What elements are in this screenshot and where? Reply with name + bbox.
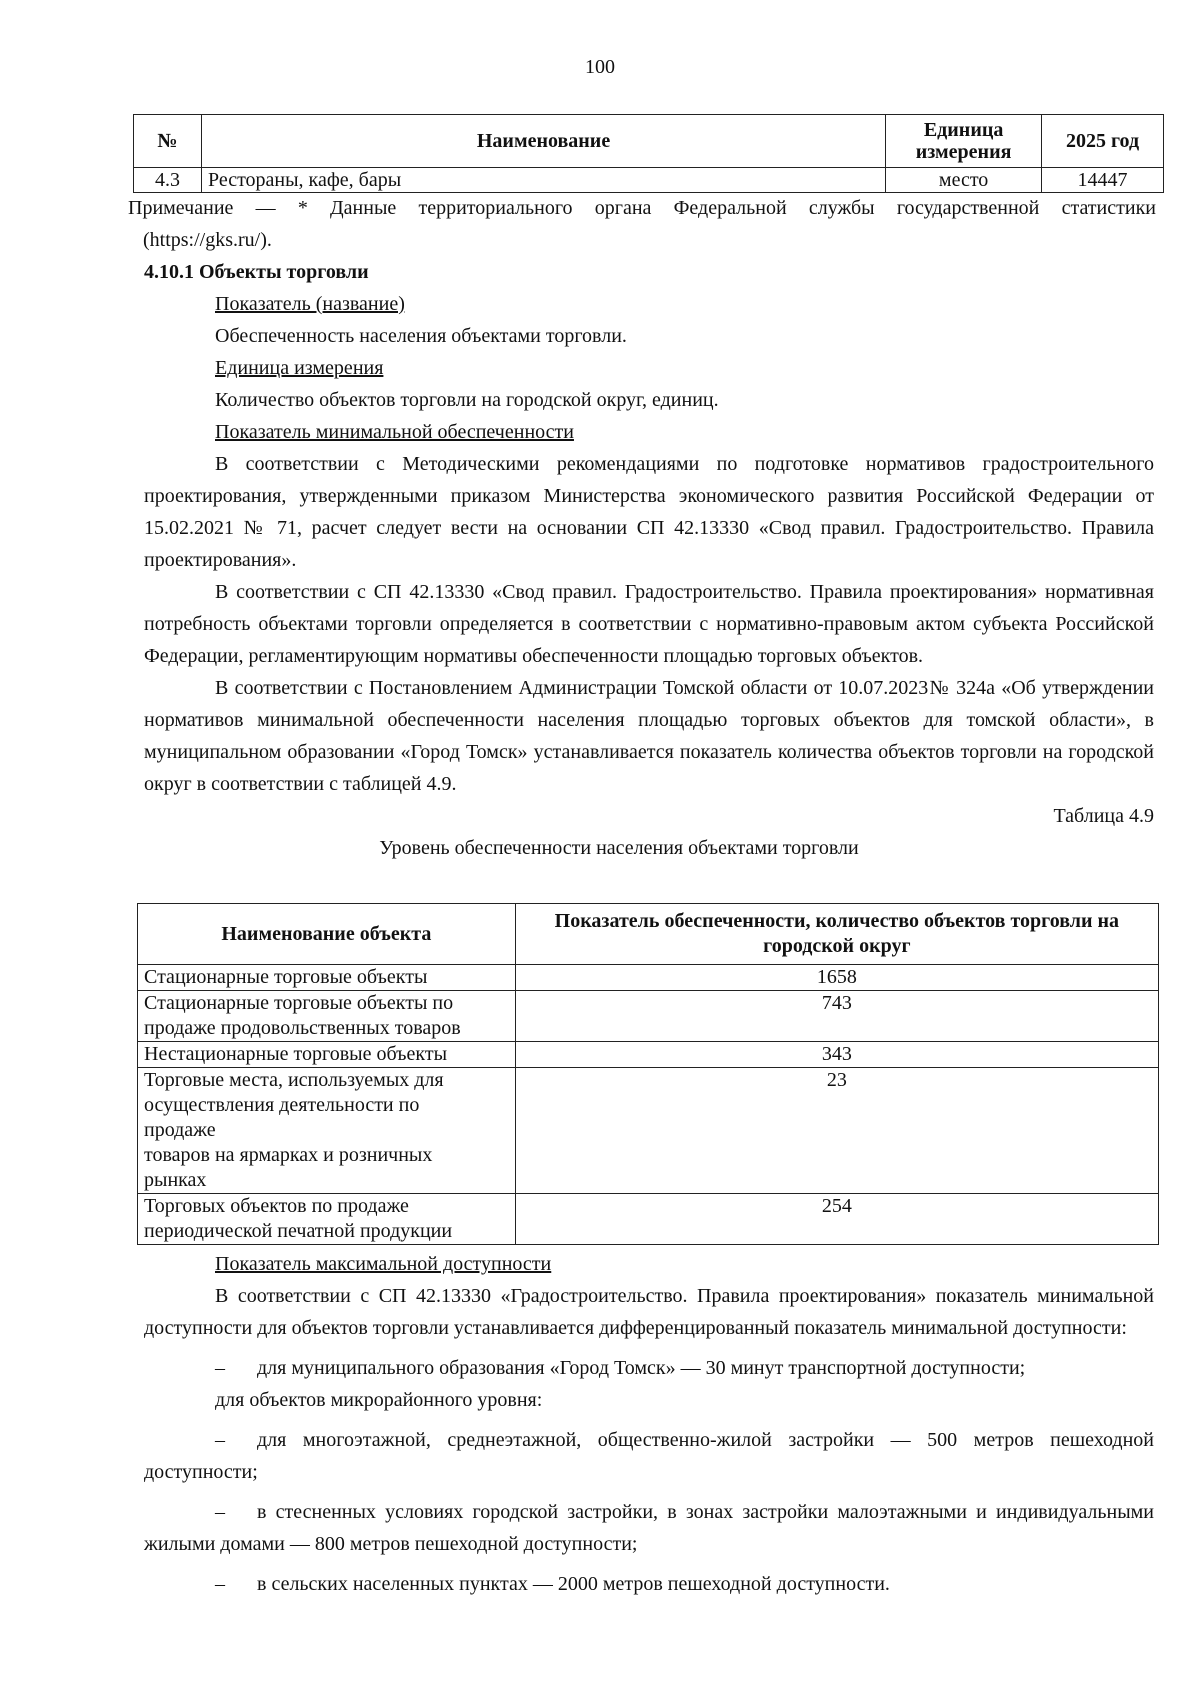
sub-line: для объектов микрорайонного уровня: [215, 1389, 543, 1411]
cell-name: Рестораны, кафе, бары [201, 168, 885, 193]
paragraph-4: В соответствии с СП 42.13330 «Градостроительство. Правила проектирования» показатель минимальной доступности для объектов торговли устанавливается дифференцированный показатель минимальной доступности: [144, 1285, 1154, 1339]
row-value: 23 [515, 1068, 1158, 1194]
note-line-1: Примечание — * Данные территориального органа Федеральной службы государственной статистики [128, 197, 1156, 219]
row-name: Торговые места, используемых для осуществления деятельности по продаже [144, 1069, 444, 1141]
min-indicator-label: Показатель минимальной обеспеченности [215, 421, 574, 443]
max-section [144, 1248, 1154, 1600]
paragraph-3: В соответствии с Постановлением Администрации Томской области от 10.07.2023№ 324а «Об утверждении нормативов минимальной обеспеченности населения площадью торговых объектов для томской области», в муниципальном образовании «Город Томск» устанавливается показатель количества объектов торговли на городской округ в соответствии с таблицей 4.9. [144, 677, 1154, 795]
table-row [138, 991, 1159, 1042]
header-object-name: Наименование объекта [138, 904, 516, 965]
bullet-2-text: для многоэтажной, среднеэтажной, общественно-жилой застройки — 500 метров пешеходной доступности; [144, 1429, 1154, 1483]
table-label: Таблица 4.9 [1053, 805, 1154, 827]
trade-table-header-row [138, 904, 1159, 965]
row-value: 743 [515, 991, 1158, 1042]
note-block [128, 192, 1156, 256]
cell-number: 4.3 [134, 168, 202, 193]
bullet-3 [144, 1496, 1154, 1560]
row-value: 343 [515, 1042, 1158, 1068]
bullet-dash: – [215, 1501, 225, 1523]
bullet-3-text: в стесненных условиях городской застройки, в зонах застройки малоэтажными и индивидуальными жилыми домами — 800 метров пешеходной доступности; [144, 1501, 1154, 1555]
table-row [138, 1068, 1159, 1194]
row-name-continued: товаров на ярмарках и розничных рынках [144, 1144, 433, 1191]
indicator-name-value: Обеспеченность населения объектами торговли. [215, 325, 627, 347]
table-row [138, 1194, 1159, 1245]
row-value: 254 [515, 1194, 1158, 1245]
row-name: Торговых объектов по продаже периодической печатной продукции [138, 1194, 516, 1245]
paragraph-2: В соответствии с СП 42.13330 «Свод правил. Градостроительство. Правила проектирования» нормативная потребность объектами торговли определяется в соответствии с нормативно-правовым актом субъекта Российской Федерации, регламентирующим нормативы обеспеченности площадью торговых объектов. [144, 581, 1154, 667]
max-indicator-label: Показатель максимальной доступности [215, 1253, 552, 1275]
unit-value: Количество объектов торговли на городской округ, единиц. [215, 389, 719, 411]
cell-unit: место [886, 168, 1042, 193]
unit-label: Единица измерения [215, 357, 384, 379]
row-name: Нестационарные торговые объекты [138, 1042, 516, 1068]
bullet-4-text: в сельских населенных пунктах — 2000 метров пешеходной доступности. [257, 1573, 890, 1595]
top-table-header-row [134, 115, 1164, 168]
table-row [134, 168, 1164, 193]
bullet-4 [144, 1568, 1154, 1600]
table-row [138, 965, 1159, 991]
bullet-dash: – [215, 1573, 225, 1595]
row-name: Стационарные торговые объекты [138, 965, 516, 991]
note-line-2: (https://gks.ru/). [143, 229, 272, 251]
table-title: Уровень обеспеченности населения объектами торговли [379, 837, 859, 859]
top-table [133, 114, 1164, 193]
trade-table [137, 903, 1159, 1245]
bullet-1-text: для муниципального образования «Город Томск» — 30 минут транспортной доступности; [257, 1357, 1026, 1379]
indicator-name-label: Показатель (название) [215, 293, 405, 315]
section-heading: 4.10.1 Объекты торговли [144, 261, 369, 283]
row-value: 1658 [515, 965, 1158, 991]
header-indicator: Показатель обеспеченности, количество объектов торговли на городской округ [515, 904, 1158, 965]
bullet-1 [144, 1352, 1154, 1384]
table-row [138, 1042, 1159, 1068]
cell-value: 14447 [1042, 168, 1164, 193]
bullet-2 [144, 1424, 1154, 1488]
header-unit: Единица измерения [886, 115, 1042, 168]
header-year: 2025 год [1042, 115, 1164, 168]
bullet-dash: – [215, 1357, 225, 1379]
row-name-cell [138, 1068, 516, 1194]
paragraph-1: В соответствии с Методическими рекомендациями по подготовке нормативов градостроительного проектирования, утвержденными приказом Министерства экономического развития Российской Федерации от 15.02.2021 № 71, расчет следует вести на основании СП 42.13330 «Свод правил. Градостроительство. Правила проектирования». [144, 453, 1154, 571]
header-number: № [134, 115, 202, 168]
row-name: Стационарные торговые объекты по продаже продовольственных товаров [138, 991, 516, 1042]
page-number: 100 [585, 56, 615, 78]
section-body [144, 256, 1154, 864]
bullet-dash: – [215, 1429, 225, 1451]
header-name: Наименование [201, 115, 885, 168]
